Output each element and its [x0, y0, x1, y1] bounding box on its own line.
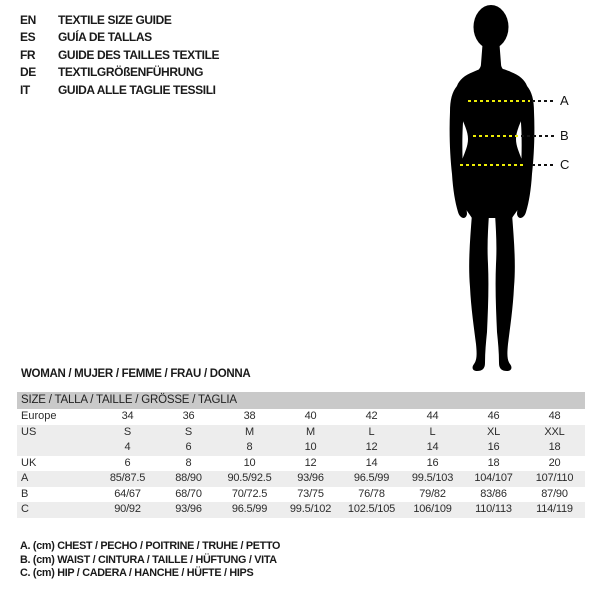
table-row-europe	[17, 409, 585, 425]
cell: 68/70	[175, 487, 202, 500]
cell: 87/90	[541, 487, 568, 500]
language-row-de	[20, 64, 219, 81]
gender-heading: WOMAN / MUJER / FEMME / FRAU / DONNA	[21, 368, 251, 380]
cell: 96.5/99	[231, 503, 268, 515]
cell: 70/72.5	[231, 487, 268, 500]
guide-title: TEXTILE SIZE GUIDE	[58, 13, 172, 27]
cell: 18	[548, 441, 561, 453]
cell: 14	[426, 441, 439, 453]
cell: 8	[246, 441, 253, 453]
cell: 6	[185, 441, 192, 453]
table-row-waist-b	[17, 487, 585, 503]
cell: 99.5/102	[289, 503, 332, 515]
cell: 83/86	[480, 487, 507, 500]
language-row-fr	[20, 47, 219, 64]
language-code: IT	[20, 82, 30, 97]
cell: 93/96	[175, 503, 202, 515]
row-label	[17, 440, 97, 456]
cell: 85/87.5	[109, 472, 146, 484]
guide-title: GUIDA ALLE TAGLIE TESSILI	[58, 82, 216, 97]
cell: S	[184, 425, 193, 438]
woman-silhouette-figure	[424, 2, 570, 372]
cell: 6	[124, 456, 131, 469]
size-table	[17, 392, 585, 518]
language-row-it	[20, 82, 219, 99]
cell: 42	[365, 410, 378, 422]
language-code: DE	[20, 65, 36, 80]
language-code: EN	[20, 13, 36, 27]
language-title-list	[20, 12, 219, 99]
cell: 88/90	[175, 472, 202, 484]
cell: 8	[185, 456, 192, 469]
guide-title: TEXTILGRÖßENFÜHRUNG	[58, 65, 204, 80]
language-row-es	[20, 29, 219, 46]
cell: 93/96	[297, 472, 324, 484]
marker-label-c: C	[560, 157, 570, 172]
cell: M	[306, 425, 315, 438]
table-row-uk	[17, 456, 585, 472]
cell: XXL	[544, 425, 565, 438]
chest-leader-line	[532, 100, 556, 102]
row-label: UK	[21, 456, 37, 469]
cell: 110/113	[475, 503, 512, 515]
legend-chest: A. (cm) CHEST / PECHO / POITRINE / TRUHE / PETTO	[20, 540, 281, 552]
cell: 90.5/92.5	[227, 472, 272, 484]
language-code: FR	[20, 47, 36, 62]
measurement-legend	[20, 540, 280, 581]
cell: 34	[121, 410, 134, 422]
table-row-chest-a	[17, 471, 585, 487]
cell: 99.5/103	[411, 472, 454, 484]
row-label: A	[21, 472, 29, 484]
hip-leader-line	[532, 164, 556, 166]
cell: 90/92	[114, 503, 141, 515]
woman-silhouette-icon	[424, 2, 570, 372]
cell: 73/75	[297, 487, 324, 500]
legend-waist: B. (cm) WAIST / CINTURA / TAILLE / HÜFTUNG / VITA	[20, 553, 277, 566]
cell: 106/109	[413, 503, 452, 515]
cell: L	[429, 425, 436, 438]
cell: 76/78	[358, 487, 385, 500]
marker-label-a: A	[560, 93, 569, 108]
legend-hip: C. (cm) HIP / CADERA / HANCHE / HÜFTE / HIPS	[20, 567, 254, 580]
cell: L	[368, 425, 375, 438]
cell: 20	[548, 456, 561, 469]
cell: 64/67	[114, 487, 141, 500]
cell: 107/110	[535, 472, 574, 484]
cell: 12	[304, 456, 317, 469]
waist-leader-line	[521, 135, 556, 137]
cell: 14	[365, 456, 378, 469]
size-table-header: SIZE / TALLA / TAILLE / GRÖSSE / TAGLIA	[17, 392, 585, 409]
row-label: US	[21, 425, 37, 438]
language-code: ES	[20, 30, 36, 45]
guide-title: GUÍA DE TALLAS	[58, 30, 152, 45]
cell: 10	[243, 456, 256, 469]
cell: 44	[426, 410, 439, 422]
cell: 79/82	[419, 487, 446, 500]
cell: 16	[487, 441, 500, 453]
cell: 18	[487, 456, 500, 469]
cell: 10	[304, 441, 317, 453]
cell: 16	[426, 456, 439, 469]
cell: 96.5/99	[353, 472, 390, 484]
cell: 48	[548, 410, 561, 422]
hip-measure-line	[460, 164, 526, 166]
language-row-en	[20, 12, 219, 29]
cell: 114/119	[536, 503, 573, 515]
row-label: Europe	[21, 410, 57, 422]
cell: 12	[365, 441, 378, 453]
cell: XL	[486, 425, 501, 438]
table-row-us	[17, 425, 585, 441]
guide-title: GUIDE DES TAILLES TEXTILE	[58, 47, 220, 62]
cell: 46	[487, 410, 500, 422]
cell: 102.5/105	[347, 503, 396, 515]
cell: 104/107	[474, 472, 513, 484]
cell: 40	[304, 410, 317, 422]
table-row-hip-c	[17, 502, 585, 518]
waist-measure-line	[473, 135, 519, 137]
row-label: C	[21, 503, 29, 515]
cell: 4	[124, 441, 131, 453]
row-label: B	[21, 487, 29, 500]
chest-measure-line	[468, 100, 530, 102]
cell: M	[245, 425, 254, 438]
cell: 36	[182, 410, 195, 422]
cell: 38	[243, 410, 256, 422]
table-row-us-numeric	[17, 440, 585, 456]
cell: S	[123, 425, 132, 438]
marker-label-b: B	[560, 128, 569, 143]
